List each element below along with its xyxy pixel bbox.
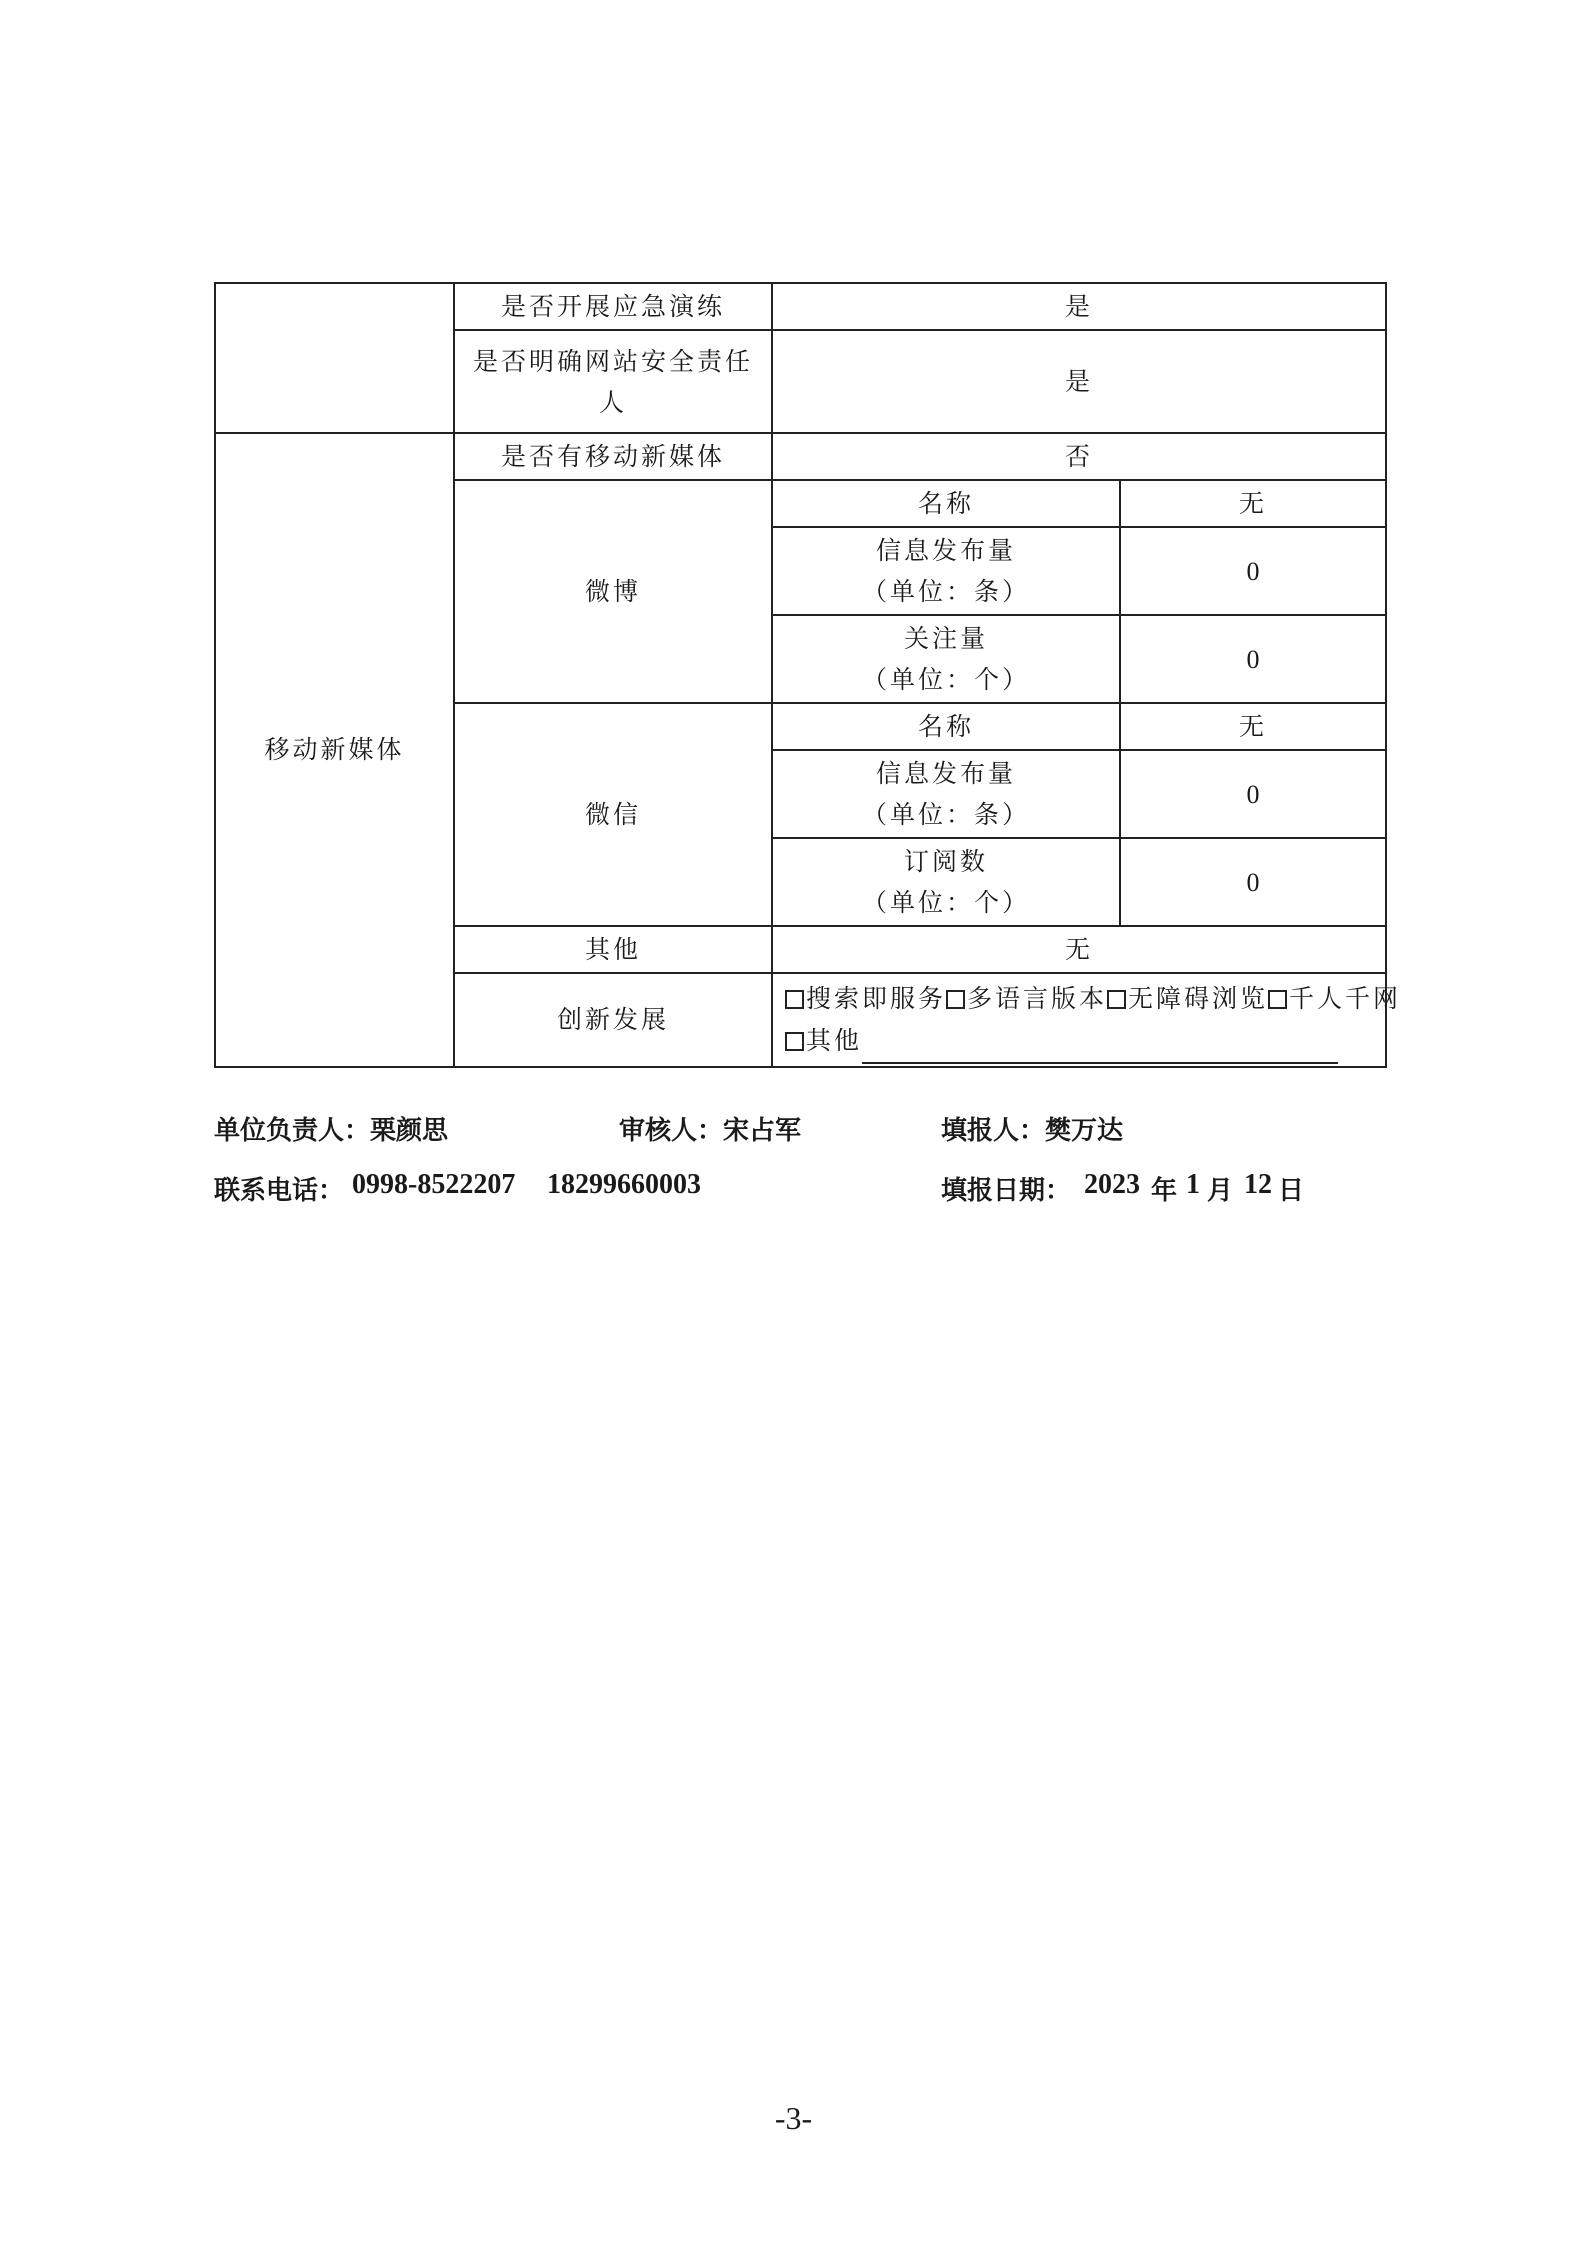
innovation-other-blank[interactable] xyxy=(862,1032,1338,1064)
phone-label: 联系电话： xyxy=(214,1176,345,1206)
date-year-unit: 年 xyxy=(1151,1176,1178,1206)
weibo-followers-unit: （单位：个） xyxy=(861,665,1030,694)
drill-value: 是 xyxy=(772,283,1386,330)
weibo-followers-label-text: 关注量 xyxy=(903,624,988,653)
wechat-posts-value: 0 xyxy=(1120,750,1386,838)
wechat-label: 微信 xyxy=(454,703,772,926)
unit-head: 单位负责人：栗颜思 xyxy=(214,1116,449,1146)
wechat-subs-label-text: 订阅数 xyxy=(903,847,988,876)
weibo-label: 微博 xyxy=(454,480,772,703)
innovation-option[interactable] xyxy=(785,978,946,1020)
page-number: -3- xyxy=(774,2100,813,2136)
other-media-value: 无 xyxy=(772,926,1386,973)
innovation-option[interactable] xyxy=(946,978,1107,1020)
innovation-options xyxy=(772,973,1402,1067)
date-day: 12 xyxy=(1244,1169,1272,1200)
weibo-name-value: 无 xyxy=(1120,480,1386,527)
date-day-unit: 日 xyxy=(1278,1176,1305,1206)
date-prefix: 填报日期： xyxy=(941,1176,1072,1206)
phone-number-2: 18299660003 xyxy=(547,1169,701,1200)
innovation-option[interactable] xyxy=(1268,978,1401,1020)
has-mobile-label: 是否有移动新媒体 xyxy=(454,433,772,480)
other-media-label: 其他 xyxy=(454,926,772,973)
innovation-option-row xyxy=(785,978,1402,1020)
phone-number-1: 0998-8522207 xyxy=(352,1169,516,1200)
innovation-other-row xyxy=(785,1020,1375,1064)
innovation-option-label: 千人千网 xyxy=(1289,984,1402,1013)
wechat-posts-label xyxy=(772,750,1120,838)
checkbox-icon[interactable] xyxy=(1268,990,1287,1009)
innovation-option-label: 搜索即服务 xyxy=(806,984,947,1013)
weibo-posts-value: 0 xyxy=(1120,527,1386,615)
innovation-other-label: 其他 xyxy=(806,1026,863,1055)
checkbox-icon[interactable] xyxy=(785,1032,804,1051)
weibo-posts-unit: （单位：条） xyxy=(861,577,1030,606)
checkbox-icon[interactable] xyxy=(946,990,965,1009)
weibo-followers-value: 0 xyxy=(1120,615,1386,703)
drill-label: 是否开展应急演练 xyxy=(454,283,772,330)
table-row xyxy=(215,433,1386,480)
wechat-name-value: 无 xyxy=(1120,703,1386,750)
security-section-cell xyxy=(215,283,454,433)
weibo-posts-label-text: 信息发布量 xyxy=(875,536,1016,565)
security-label: 是否明确网站安全责任人 xyxy=(454,330,772,433)
checkbox-icon[interactable] xyxy=(1107,990,1126,1009)
has-mobile-value: 否 xyxy=(772,433,1386,480)
innovation-option-label: 多语言版本 xyxy=(967,984,1108,1013)
checkbox-icon[interactable] xyxy=(785,990,804,1009)
weibo-followers-label xyxy=(772,615,1120,703)
innovation-other-option[interactable] xyxy=(785,1020,862,1062)
innovation-label: 创新发展 xyxy=(454,973,772,1067)
wechat-name-label: 名称 xyxy=(772,703,1120,750)
date-month: 1 xyxy=(1186,1169,1200,1200)
wechat-posts-label-text: 信息发布量 xyxy=(875,759,1016,788)
table-row xyxy=(215,283,1386,330)
date-month-unit: 月 xyxy=(1207,1176,1234,1206)
report-table xyxy=(214,282,1402,1068)
filler: 填报人：樊万达 xyxy=(941,1116,1124,1146)
innovation-option-label: 无障碍浏览 xyxy=(1128,984,1269,1013)
reviewer: 审核人：宋占军 xyxy=(619,1116,802,1146)
wechat-subs-label xyxy=(772,838,1120,926)
weibo-name-label: 名称 xyxy=(772,480,1120,527)
weibo-posts-label xyxy=(772,527,1120,615)
wechat-posts-unit: （单位：条） xyxy=(861,800,1030,829)
wechat-subs-unit: （单位：个） xyxy=(861,888,1030,917)
security-value: 是 xyxy=(772,330,1386,433)
mobile-section-label: 移动新媒体 xyxy=(215,433,454,1067)
date-year: 2023 xyxy=(1084,1169,1140,1200)
wechat-subs-value: 0 xyxy=(1120,838,1386,926)
innovation-option[interactable] xyxy=(1107,978,1268,1020)
